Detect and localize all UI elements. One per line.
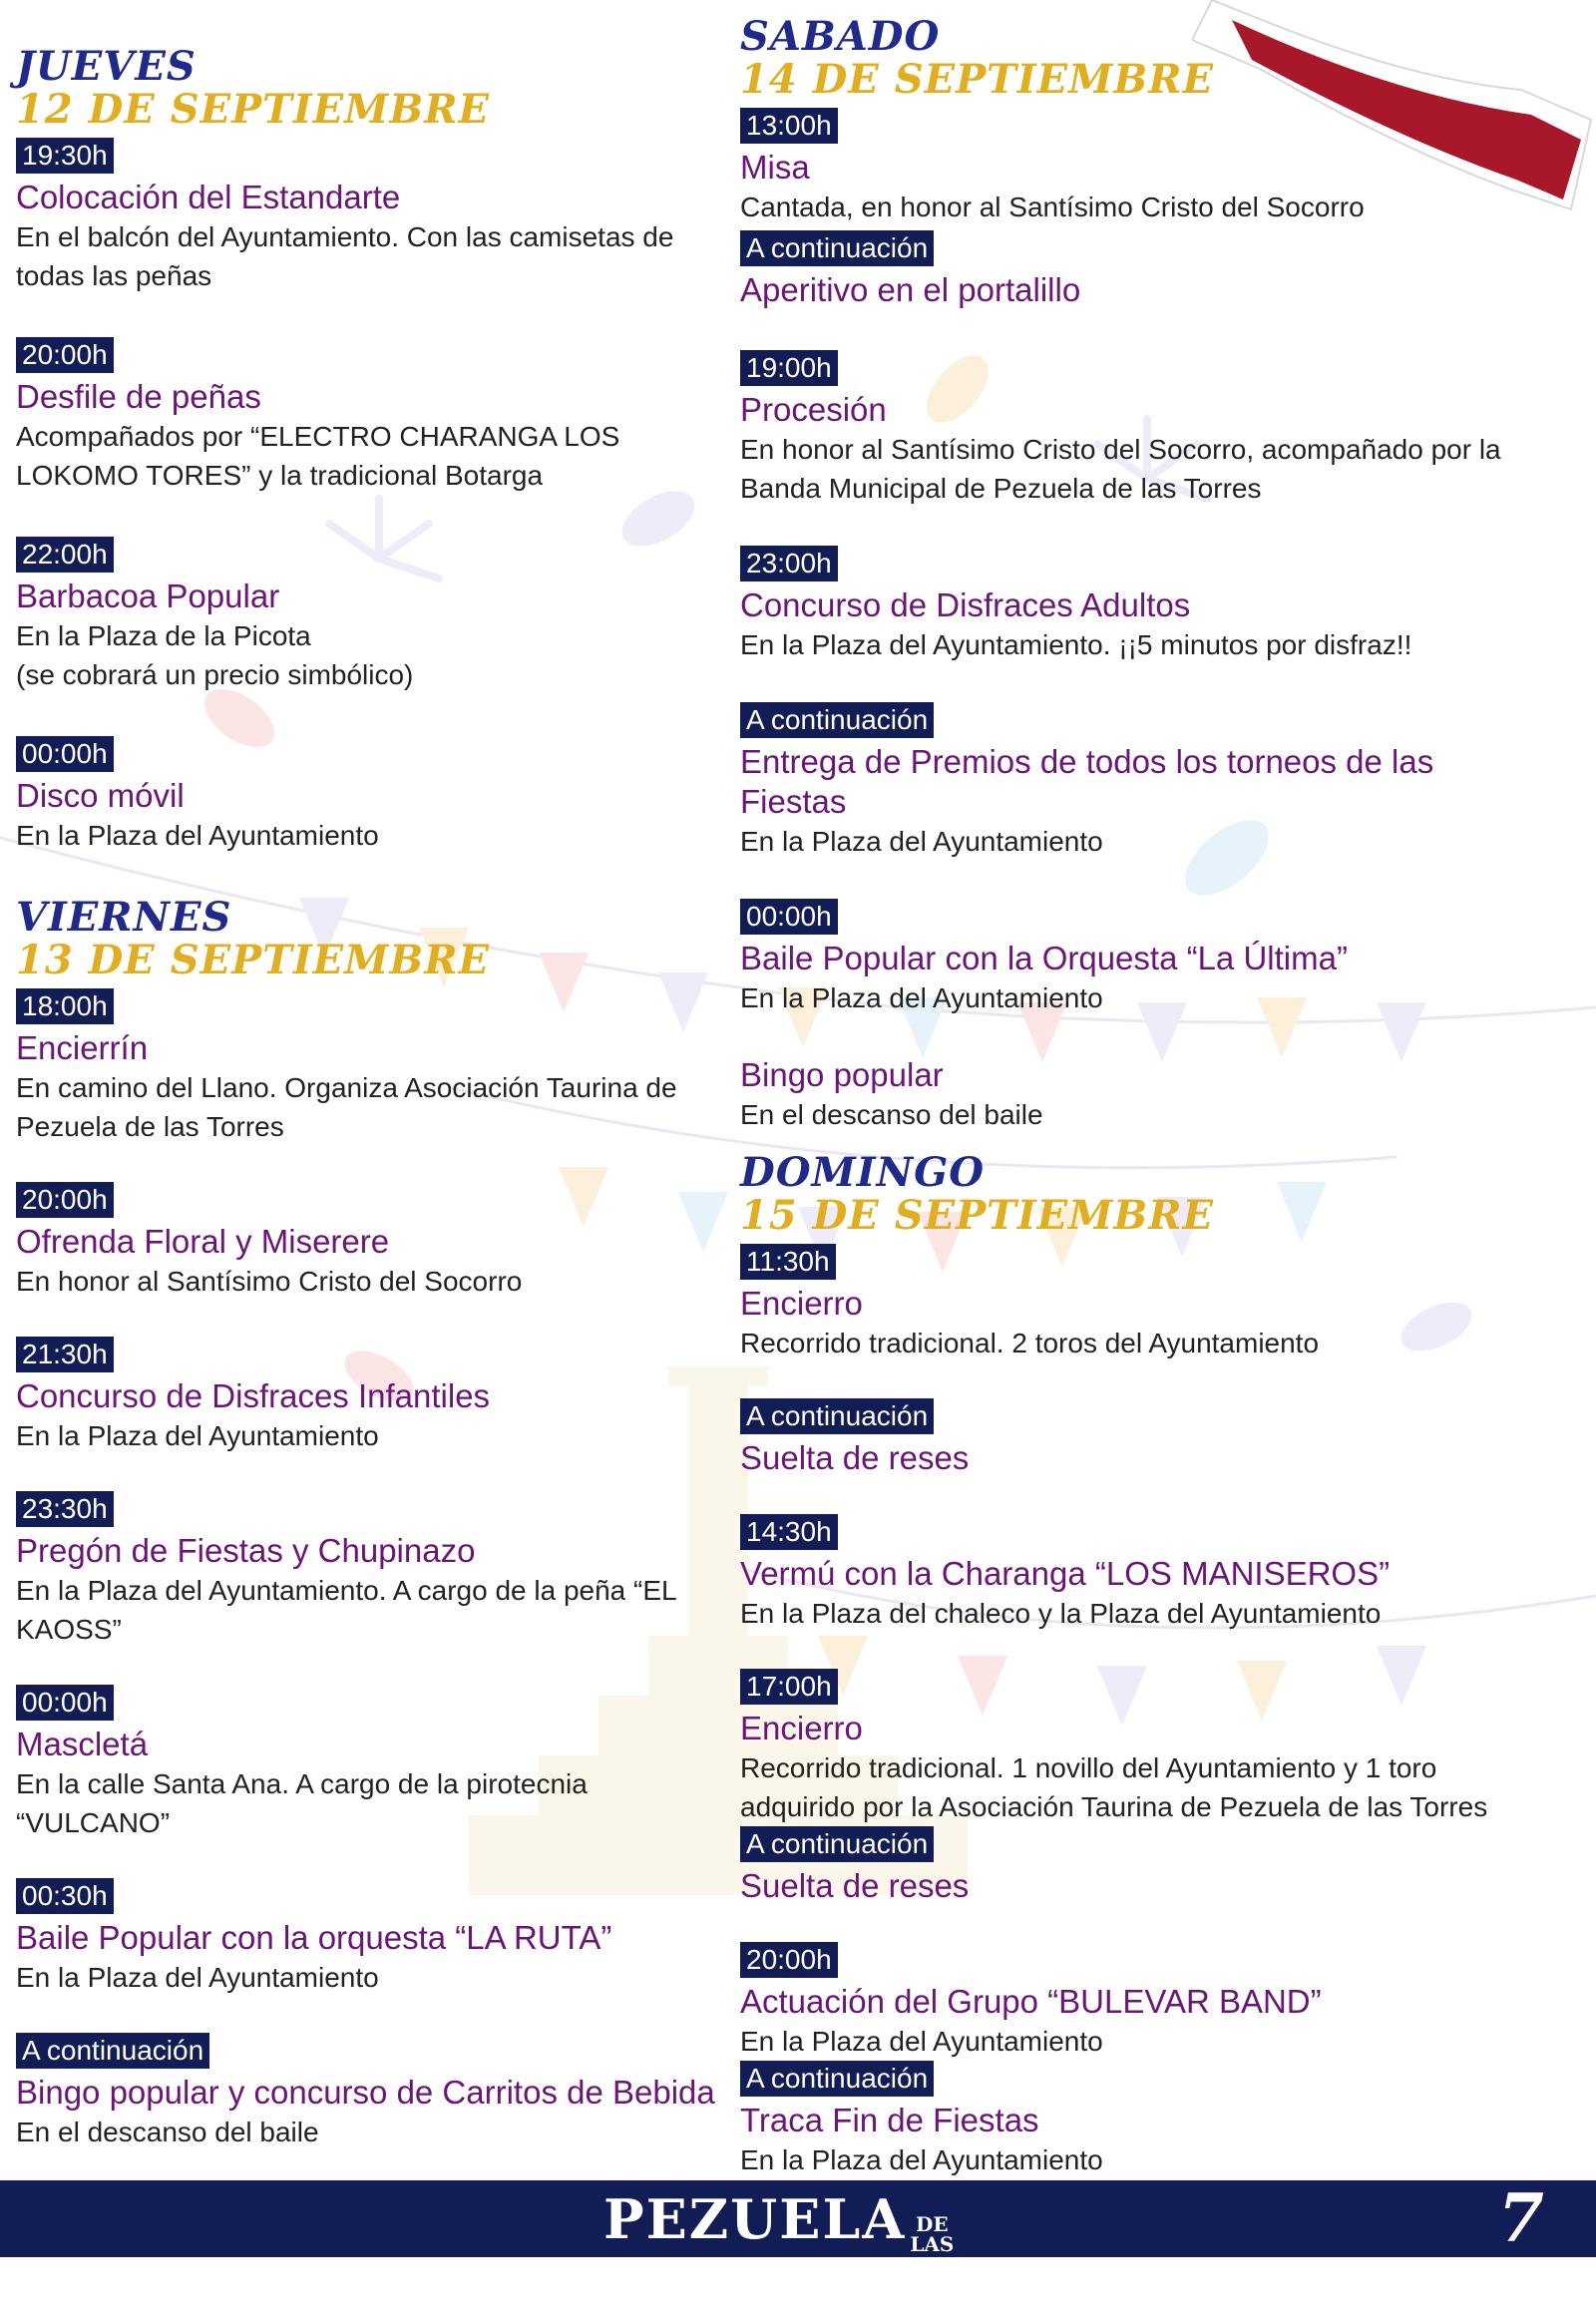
event-title: Desfile de peñas bbox=[16, 378, 261, 415]
event bbox=[740, 1942, 1518, 2061]
time-badge: 14:30h bbox=[740, 1514, 838, 1550]
event-title: Suelta de reses bbox=[740, 1439, 970, 1476]
event bbox=[16, 537, 734, 694]
event-description: En la Plaza del Ayuntamiento bbox=[740, 2144, 1103, 2175]
event bbox=[740, 702, 1518, 861]
day-jueves bbox=[16, 43, 734, 133]
event bbox=[740, 1514, 1518, 1633]
event-title: Colocación del Estandarte bbox=[16, 179, 401, 215]
time-badge: 00:30h bbox=[16, 1878, 114, 1914]
time-badge: 00:00h bbox=[740, 899, 838, 935]
event-title: Encierro bbox=[740, 1285, 863, 1322]
continuation-badge: A continuación bbox=[740, 702, 934, 738]
time-badge: 20:00h bbox=[16, 337, 114, 373]
event bbox=[16, 2033, 734, 2151]
day-date: 14 DE SEPTIEMBRE bbox=[740, 56, 1214, 103]
event bbox=[16, 138, 734, 295]
day-name: VIERNES bbox=[16, 894, 232, 941]
time-badge: 22:00h bbox=[16, 537, 114, 573]
event-description: Recorrido tradicional. 2 toros del Ayuntamiento bbox=[740, 1328, 1320, 1358]
event bbox=[16, 1337, 734, 1455]
brand-pezuela: PEZUELA bbox=[603, 2187, 907, 2251]
time-badge: 00:00h bbox=[16, 1685, 114, 1721]
event-description: En la Plaza del Ayuntamiento bbox=[740, 982, 1103, 1013]
time-badge: 18:00h bbox=[16, 988, 114, 1024]
event-title: Bingo popular y concurso de Carritos de Bebida bbox=[16, 2074, 715, 2111]
event-description: En la Plaza del Ayuntamiento bbox=[16, 1962, 379, 1993]
event-description: En la calle Santa Ana. A cargo de la pirotecnia “VULCANO” bbox=[16, 1768, 588, 1838]
event-description: En la Plaza del Ayuntamiento bbox=[16, 1420, 379, 1451]
event bbox=[740, 350, 1518, 508]
event-description: En la Plaza del chaleco y la Plaza del Ayuntamiento bbox=[740, 1598, 1382, 1629]
event-description: Acompañados por “ELECTRO CHARANGA LOS LOKOMO TORES” y la tradicional Botarga bbox=[16, 421, 620, 491]
event-description: Recorrido tradicional. 1 novillo del Ayuntamiento y 1 toro adquirido por la Asociación Taurina de Pezuela de las Torres bbox=[740, 1752, 1488, 1822]
event bbox=[740, 546, 1518, 664]
event bbox=[740, 1669, 1518, 1826]
event-title: Bingo popular bbox=[740, 1056, 944, 1093]
time-badge: 21:30h bbox=[16, 1337, 114, 1372]
event-description: En la Plaza del Ayuntamiento. ¡¡5 minutos por disfraz!! bbox=[740, 629, 1412, 660]
brand-torres: TORRES bbox=[603, 2252, 873, 2317]
event-title: Aperitivo en el portalillo bbox=[740, 271, 1081, 308]
event-description: En el balcón del Ayuntamiento. Con las camisetas de todas las peñas bbox=[16, 221, 674, 291]
time-badge: 23:30h bbox=[16, 1491, 114, 1527]
brand-las: LAS bbox=[910, 2231, 955, 2256]
event-title: Encierro bbox=[740, 1710, 863, 1746]
event-title: Traca Fin de Fiestas bbox=[740, 2102, 1039, 2138]
day-name: SABADO bbox=[740, 13, 941, 60]
event-description: En el descanso del baile bbox=[740, 1099, 1043, 1130]
event bbox=[740, 230, 1518, 310]
event bbox=[740, 1244, 1518, 1362]
time-badge: 20:00h bbox=[740, 1942, 838, 1978]
event bbox=[16, 1491, 734, 1649]
brand-de: DE bbox=[916, 2211, 949, 2236]
event-title: Misa bbox=[740, 149, 810, 186]
event-title: Encierrín bbox=[16, 1029, 149, 1066]
event-title: Mascletá bbox=[16, 1726, 149, 1762]
event-title: Vermú con la Charanga “LOS MANISEROS” bbox=[740, 1555, 1391, 1592]
continuation-badge: A continuación bbox=[740, 1826, 934, 1862]
continuation-badge: A continuación bbox=[740, 230, 934, 266]
day-date: 12 DE SEPTIEMBRE bbox=[16, 86, 490, 133]
day-date: 13 DE SEPTIEMBRE bbox=[16, 937, 490, 983]
time-badge: 23:00h bbox=[740, 546, 838, 581]
event-description: En la Plaza del Ayuntamiento bbox=[740, 2026, 1103, 2057]
event-title: Baile Popular con la orquesta “LA RUTA” bbox=[16, 1919, 612, 1956]
right-column bbox=[740, 13, 1518, 2179]
event bbox=[16, 988, 734, 1146]
event-description: En el descanso del baile bbox=[16, 2117, 319, 2147]
event-description: En la Plaza del Ayuntamiento. A cargo de la peña “EL KAOSS” bbox=[16, 1575, 676, 1645]
day-date: 15 DE SEPTIEMBRE bbox=[740, 1192, 1214, 1239]
event bbox=[16, 1878, 734, 1997]
continuation-badge: A continuación bbox=[740, 2061, 934, 2097]
event-description: En la Plaza del Ayuntamiento bbox=[16, 820, 379, 851]
event bbox=[740, 1055, 1518, 1134]
event-description: En la Plaza de la Picota (se cobrará un precio simbólico) bbox=[16, 620, 414, 690]
event-title: Procesión bbox=[740, 391, 887, 428]
event-title: Actuación del Grupo “BULEVAR BAND” bbox=[740, 1983, 1322, 2020]
time-badge: 17:00h bbox=[740, 1669, 838, 1705]
day-name: DOMINGO bbox=[740, 1149, 986, 1196]
time-badge: 19:00h bbox=[740, 350, 838, 386]
day-domingo bbox=[740, 1149, 1518, 1239]
event-description: Cantada, en honor al Santísimo Cristo del Socorro bbox=[740, 192, 1365, 222]
event bbox=[16, 337, 734, 495]
footer-bar bbox=[0, 2179, 1596, 2317]
continuation-badge: A continuación bbox=[740, 1398, 934, 1434]
event-title: Pregón de Fiestas y Chupinazo bbox=[16, 1532, 476, 1569]
event bbox=[16, 736, 734, 855]
event bbox=[740, 1398, 1518, 1478]
time-badge: 00:00h bbox=[16, 736, 114, 772]
event-description: En honor al Santísimo Cristo del Socorro, acompañado por la Banda Municipal de Pezuela de las Torres bbox=[740, 434, 1501, 504]
event-title: Baile Popular con la Orquesta “La Última” bbox=[740, 940, 1348, 976]
event-title: Barbacoa Popular bbox=[16, 578, 280, 614]
event bbox=[740, 2061, 1518, 2179]
day-name: JUEVES bbox=[16, 43, 197, 90]
event-title: Concurso de Disfraces Adultos bbox=[740, 586, 1191, 623]
event-description: En camino del Llano. Organiza Asociación Taurina de Pezuela de las Torres bbox=[16, 1072, 677, 1142]
page-number: 7 bbox=[1498, 2179, 1544, 2257]
event bbox=[740, 899, 1518, 1017]
event bbox=[16, 1182, 734, 1301]
continuation-badge: A continuación bbox=[16, 2033, 209, 2069]
time-badge: 19:30h bbox=[16, 138, 114, 174]
event bbox=[16, 1685, 734, 1842]
event-title: Entrega de Premios de todos los torneos de las Fiestas bbox=[740, 743, 1434, 820]
event-title: Concurso de Disfraces Infantiles bbox=[16, 1377, 491, 1414]
brand-logo bbox=[603, 2187, 1002, 2317]
time-badge: 11:30h bbox=[740, 1244, 836, 1280]
event-title: Ofrenda Floral y Miserere bbox=[16, 1223, 390, 1260]
time-badge: 20:00h bbox=[16, 1182, 114, 1218]
left-column bbox=[16, 43, 734, 2151]
event-title: Disco móvil bbox=[16, 777, 185, 814]
event-title: Suelta de reses bbox=[740, 1867, 970, 1904]
flag-ribbon-icon bbox=[1192, 0, 1596, 229]
time-badge: 13:00h bbox=[740, 108, 838, 144]
day-viernes bbox=[16, 894, 734, 983]
event bbox=[740, 1826, 1518, 1906]
event-description: En honor al Santísimo Cristo del Socorro bbox=[16, 1266, 523, 1297]
event-description: En la Plaza del Ayuntamiento bbox=[740, 826, 1103, 857]
brand-de-las bbox=[910, 2211, 955, 2256]
